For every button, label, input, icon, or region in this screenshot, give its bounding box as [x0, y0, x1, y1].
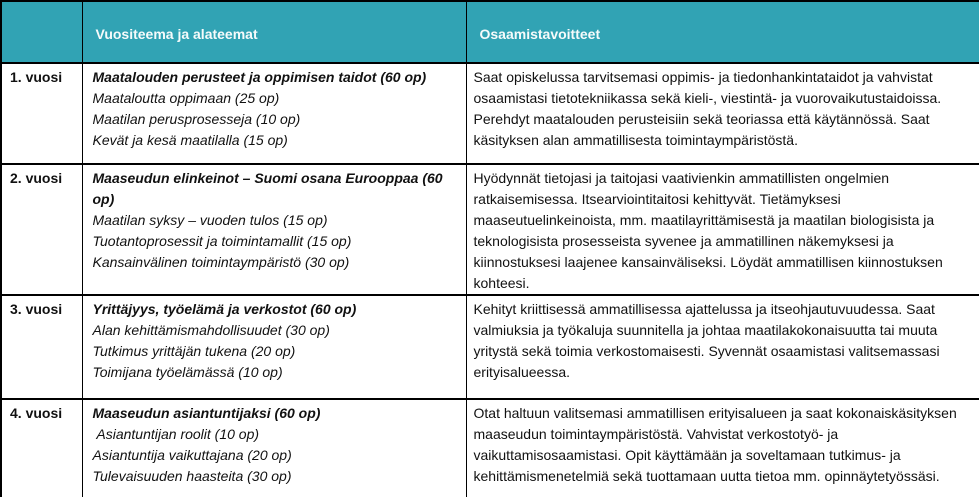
year-label: 2. vuosi [1, 164, 82, 295]
subtheme-item: Tutkimus yrittäjän tukena (20 op) [92, 343, 296, 359]
subtheme-item: Tulevaisuuden haasteita (30 op) [92, 468, 292, 484]
year-label: 4. vuosi [1, 399, 82, 497]
table-row-year-4 [1, 399, 979, 497]
year-label: 3. vuosi [1, 295, 82, 399]
themes-cell [82, 63, 466, 164]
subtheme-item: Alan kehittämismahdollisuudet (30 op) [92, 322, 330, 338]
subtheme-item: Asiantuntija vaikuttajana (20 op) [92, 447, 292, 463]
subtheme-item: Toimijana työelämässä (10 op) [92, 364, 283, 380]
table-row-year-3 [1, 295, 979, 399]
theme-title: Maaseudun asiantuntijaksi (60 op) [92, 405, 321, 421]
themes-cell [82, 164, 466, 295]
objectives-text: Otat haltuun valitsemasi ammatillisen erityisalueen ja saat kokonaiskäsityksen maaseudun toimintaympäristöstä. Vahvistat verkostotyö- ja vaikuttamisosaamistasi. Opit käyttämään ja soveltamaan tutkimus- ja kehittämismenetelmiä sekä tuottamaan uutta tietoa mm. opinnäytetyössäsi. [466, 399, 979, 497]
objectives-text: Kehityt kriittisessä ammatillisessa ajattelussa ja itseohjautuvuudessa. Saat valmiuksia ja työkaluja suunnitella ja johtaa maatilakokonaisuutta tai muuta yritystä sekä toimia verkostomaisesti. Syvennät osaamistasi valitsemassasi erityisalueessa. [466, 295, 979, 399]
objectives-text: Hyödynnät tietojasi ja taitojasi vaativienkin ammatillisten ongelmien ratkaisemisessa. Itsearviointitaitosi kehittyvät. Tietämyksesi maaseutuelinkeinoista, mm. maatilayrittämisestä ja maatilan biologisista ja teknologisista prosesseista syvenee ja ammatillinen näkemyksesi ja kiinnostuksesi laajenee kansainväliseksi. Löydät ammatillisen kiinnostuksen kohteesi. [466, 164, 979, 295]
theme-title: Maatalouden perusteet ja oppimisen taidot (60 op) [92, 69, 427, 85]
subtheme-item: Maatilan syksy – vuoden tulos (15 op) [92, 212, 328, 228]
subtheme-item: Asiantuntijan roolit (10 op) [92, 426, 260, 442]
header-cell-objectives: Osaamistavoitteet [466, 1, 979, 63]
table-row-year-2 [1, 164, 979, 295]
objectives-text: Saat opiskelussa tarvitsemasi oppimis- ja tiedonhankintataidot ja vahvistat osaamistasi tietotekniikassa sekä kieli-, viestintä- ja vuorovaikutustaidoissa. Perehdyt maatalouden perusteisiin sekä teoriassa että käytännössä. Saat käsityksen alan ammatillisesta toimintaympäristöstä. [466, 63, 979, 164]
subtheme-item: Tuotantoprosessit ja toimintamallit (15 op) [92, 233, 352, 249]
subtheme-item: Maataloutta oppimaan (25 op) [92, 90, 280, 106]
header-cell-year [1, 1, 82, 63]
themes-cell [82, 295, 466, 399]
header-row [1, 1, 979, 63]
table-header [1, 1, 979, 63]
header-cell-themes: Vuositeema ja alateemat [82, 1, 466, 63]
year-label: 1. vuosi [1, 63, 82, 164]
theme-title: Maaseudun elinkeinot – Suomi osana Eurooppaa (60 op) [92, 170, 443, 207]
subtheme-item: Kevät ja kesä maatilalla (15 op) [92, 132, 288, 148]
theme-title: Yrittäjyys, työelämä ja verkostot (60 op) [92, 301, 357, 317]
subtheme-item: Maatilan perusprosesseja (10 op) [92, 111, 301, 127]
themes-cell [82, 399, 466, 497]
subtheme-item: Kansainvälinen toimintaympäristö (30 op) [92, 254, 350, 270]
table-row-year-1 [1, 63, 979, 164]
